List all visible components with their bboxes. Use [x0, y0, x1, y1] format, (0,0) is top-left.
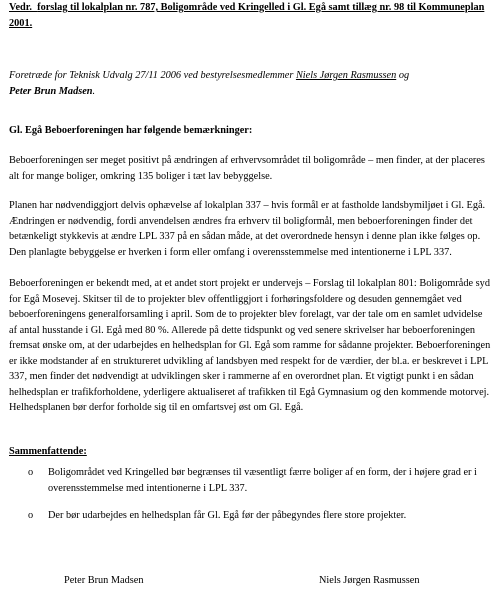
bullet-icon: o	[28, 467, 34, 478]
signature-peter: Peter Brun Madsen	[64, 575, 144, 586]
title-text: forslag til lokalplan nr. 787, Boligområde ved Kringelled i Gl. Egå samt tillæg nr. 98 til Kommuneplan 2001.	[9, 2, 485, 29]
intro-conj: og	[398, 70, 410, 81]
intro-name2: Peter Brun Madsen	[9, 85, 93, 97]
signature-niels: Niels Jørgen Rasmussen	[319, 575, 420, 586]
intro-name1: Niels Jørgen Rasmussen	[295, 70, 397, 81]
paragraph-1: Beboerforeningen ser meget positivt på ændringen af erhvervsområdet til boligområde – men finder, at der placeres alt for mange boliger, omkring 135 boliger i tæt lav bebyggelse.	[9, 155, 485, 182]
document-title	[9, 0, 493, 31]
intro-line	[9, 68, 493, 99]
summary-heading: Sammenfattende:	[9, 446, 87, 457]
paragraph-2: Planen har nødvendiggjort delvis ophævelse af lokalplan 337 – hvis formål er at fastholde landsbymiljøet i Gl. Egå. Ændringen er nødvendig, fordi anvendelsen ændres fra erhverv til boligformål, men beboerforeningen finder det betænkeligt stykkevis at ændre LPL 337 på en sådan måde, at det overordnede hensyn i denne plan ikke følges op. Den planlagte bebyggelse er hverken i form eller omfang i overensstemmelse med intentionerne i LPL 337.	[9, 200, 486, 258]
bullet-icon: o	[28, 510, 34, 521]
title-prefix: Vedr.	[9, 2, 32, 13]
list-item-text: Der bør udarbejdes en helhedsplan får Gl. Egå før der påbegyndes flere store projekter.	[48, 510, 407, 521]
list-item	[28, 465, 478, 496]
list-item-text: Boligområdet ved Kringelled bør begrænses til væsentligt færre boliger af en form, der i højere grad er i overensstemmelse med intentionerne i LPL 337.	[48, 467, 477, 494]
intro-end: .	[92, 85, 96, 97]
section-heading: Gl. Egå Beboerforeningen har følgende bemærkninger:	[9, 125, 253, 136]
list-item	[28, 508, 478, 524]
paragraph-3: Beboerforeningen er bekendt med, at et andet stort projekt er undervejs – Forslag til lokalplan 801: Boligområde syd for Egå Mosevej. Skitser til de to projekter blev offentliggjort i forhøringsfoldere og desuden gennemgået ved beboerforeningens generalforsamling i april. Som de to projekter blev forelagt, var der tale om en samlet udvidelse af antal husstande i Gl. Egå med 80 %. Allerede på dette tidspunkt og ved senere skrivelser har beboerforeningen fremsat ønske om, at der udarbejdes en helhedsplan for Gl. Egå som ramme for sådanne projekter. Beboerforeningen er ikke modstander af en struktureret udvikling af landsbyen med respekt for de værdier, der bl.a. er beskrevet i LPL 337, men finder det nødvendigt at udviklingen sker i rammerne af en overordnet plan. Et vigtigt punkt i en sådan helhedsplan er trafikforholdene, yderligere aktualiseret af trafikken til Egå Gymnasium og den kommende motorvej. Helhedsplanen bør derfor forholde sig til en omfartsvej øst om Gl. Egå.	[9, 278, 491, 413]
intro-part1: Foretræde for Teknisk Udvalg 27/11 2006 ved bestyrelsesmedlemmer	[9, 70, 294, 81]
